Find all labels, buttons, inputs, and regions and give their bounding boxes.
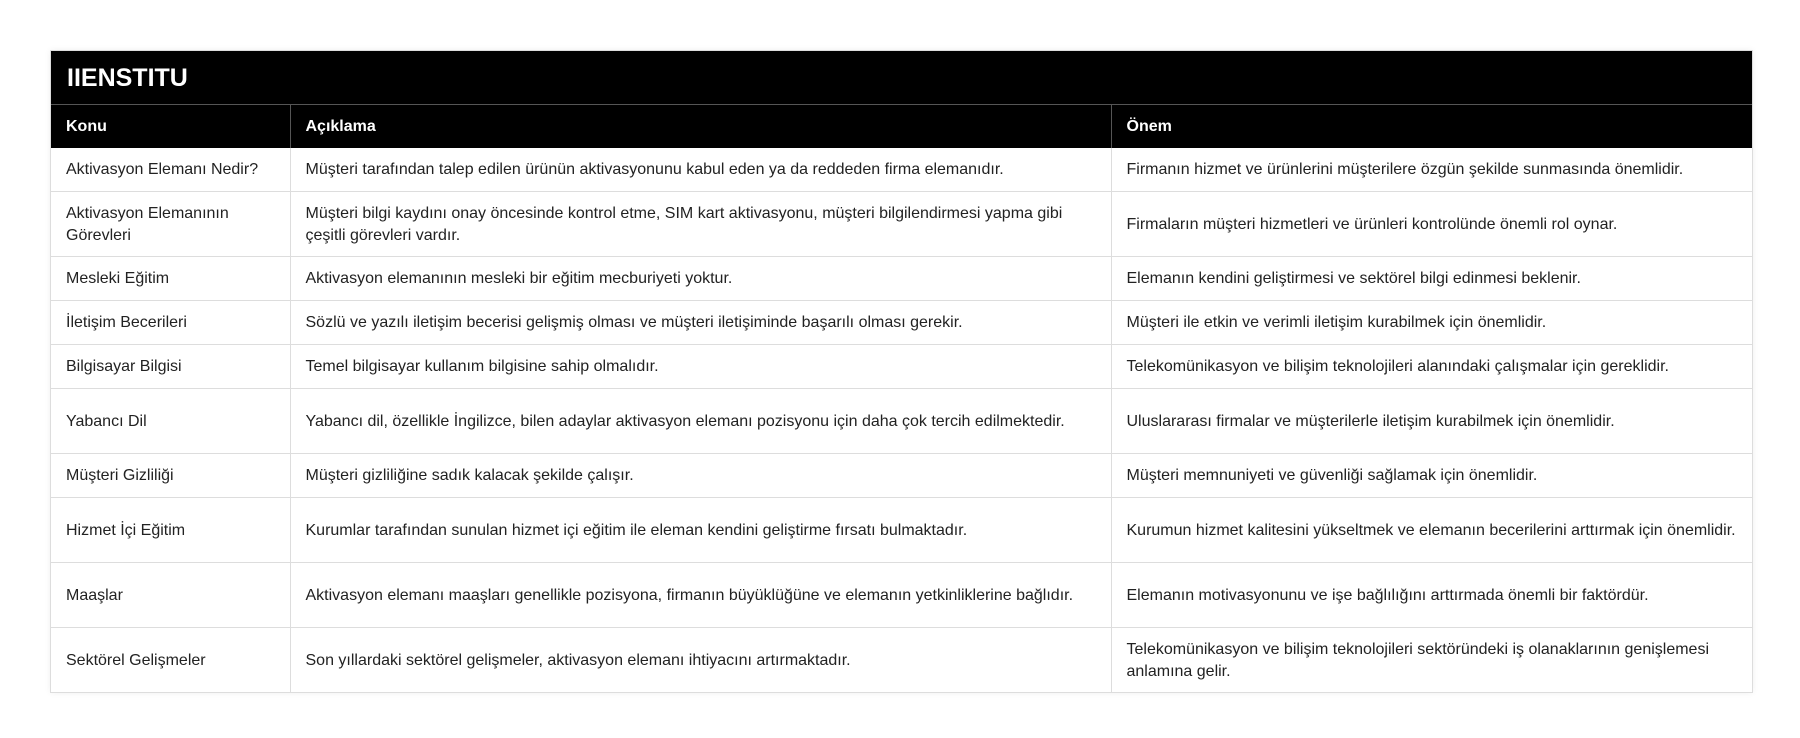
cell-onem: Uluslararası firmalar ve müşterilerle iletişim kurabilmek için önemlidir. — [1111, 389, 1752, 454]
info-table — [51, 105, 1752, 692]
cell-konu: Aktivasyon Elemanı Nedir? — [51, 148, 290, 192]
header-row — [51, 105, 1752, 148]
cell-onem: Müşteri ile etkin ve verimli iletişim kurabilmek için önemlidir. — [1111, 301, 1752, 345]
cell-onem: Kurumun hizmet kalitesini yükseltmek ve elemanın becerilerini arttırmak için önemlidir. — [1111, 498, 1752, 563]
table-title: IIENSTITU — [51, 51, 1752, 105]
table-row — [51, 454, 1752, 498]
cell-aciklama: Aktivasyon elemanı maaşları genellikle pozisyona, firmanın büyüklüğüne ve elemanın yetkinliklerine bağlıdır. — [290, 563, 1111, 628]
cell-konu: Hizmet İçi Eğitim — [51, 498, 290, 563]
header-konu: Konu — [51, 105, 290, 148]
table-row — [51, 345, 1752, 389]
table-row — [51, 563, 1752, 628]
cell-konu: Müşteri Gizliliği — [51, 454, 290, 498]
cell-aciklama: Yabancı dil, özellikle İngilizce, bilen adaylar aktivasyon elemanı pozisyonu için daha çok tercih edilmektedir. — [290, 389, 1111, 454]
cell-onem: Telekomünikasyon ve bilişim teknolojileri alanındaki çalışmalar için gereklidir. — [1111, 345, 1752, 389]
info-table-card — [50, 50, 1753, 693]
cell-onem: Elemanın kendini geliştirmesi ve sektörel bilgi edinmesi beklenir. — [1111, 257, 1752, 301]
cell-aciklama: Müşteri tarafından talep edilen ürünün aktivasyonunu kabul eden ya da reddeden firma elemanıdır. — [290, 148, 1111, 192]
cell-onem: Firmanın hizmet ve ürünlerini müşterilere özgün şekilde sunmasında önemlidir. — [1111, 148, 1752, 192]
cell-onem: Müşteri memnuniyeti ve güvenliği sağlamak için önemlidir. — [1111, 454, 1752, 498]
table-row — [51, 148, 1752, 192]
cell-konu: İletişim Becerileri — [51, 301, 290, 345]
cell-onem: Elemanın motivasyonunu ve işe bağlılığını arttırmada önemli bir faktördür. — [1111, 563, 1752, 628]
table-row — [51, 389, 1752, 454]
table-row — [51, 301, 1752, 345]
cell-aciklama: Müşteri bilgi kaydını onay öncesinde kontrol etme, SIM kart aktivasyonu, müşteri bilgilendirmesi yapma gibi çeşitli görevleri vardır. — [290, 192, 1111, 257]
cell-konu: Mesleki Eğitim — [51, 257, 290, 301]
cell-konu: Sektörel Gelişmeler — [51, 628, 290, 693]
table-row — [51, 498, 1752, 563]
header-aciklama: Açıklama — [290, 105, 1111, 148]
cell-aciklama: Sözlü ve yazılı iletişim becerisi gelişmiş olması ve müşteri iletişiminde başarılı olması gerekir. — [290, 301, 1111, 345]
table-row — [51, 192, 1752, 257]
cell-konu: Bilgisayar Bilgisi — [51, 345, 290, 389]
table-row — [51, 628, 1752, 693]
cell-konu: Maaşlar — [51, 563, 290, 628]
cell-aciklama: Aktivasyon elemanının mesleki bir eğitim mecburiyeti yoktur. — [290, 257, 1111, 301]
cell-konu: Yabancı Dil — [51, 389, 290, 454]
cell-aciklama: Müşteri gizliliğine sadık kalacak şekilde çalışır. — [290, 454, 1111, 498]
cell-aciklama: Temel bilgisayar kullanım bilgisine sahip olmalıdır. — [290, 345, 1111, 389]
cell-konu: Aktivasyon Elemanının Görevleri — [51, 192, 290, 257]
cell-aciklama: Kurumlar tarafından sunulan hizmet içi eğitim ile eleman kendini geliştirme fırsatı bulmaktadır. — [290, 498, 1111, 563]
cell-onem: Firmaların müşteri hizmetleri ve ürünleri kontrolünde önemli rol oynar. — [1111, 192, 1752, 257]
table-row — [51, 257, 1752, 301]
cell-aciklama: Son yıllardaki sektörel gelişmeler, aktivasyon elemanı ihtiyacını artırmaktadır. — [290, 628, 1111, 693]
cell-onem: Telekomünikasyon ve bilişim teknolojileri sektöründeki iş olanaklarının genişlemesi anlamına gelir. — [1126, 640, 1709, 680]
header-onem: Önem — [1111, 105, 1752, 148]
